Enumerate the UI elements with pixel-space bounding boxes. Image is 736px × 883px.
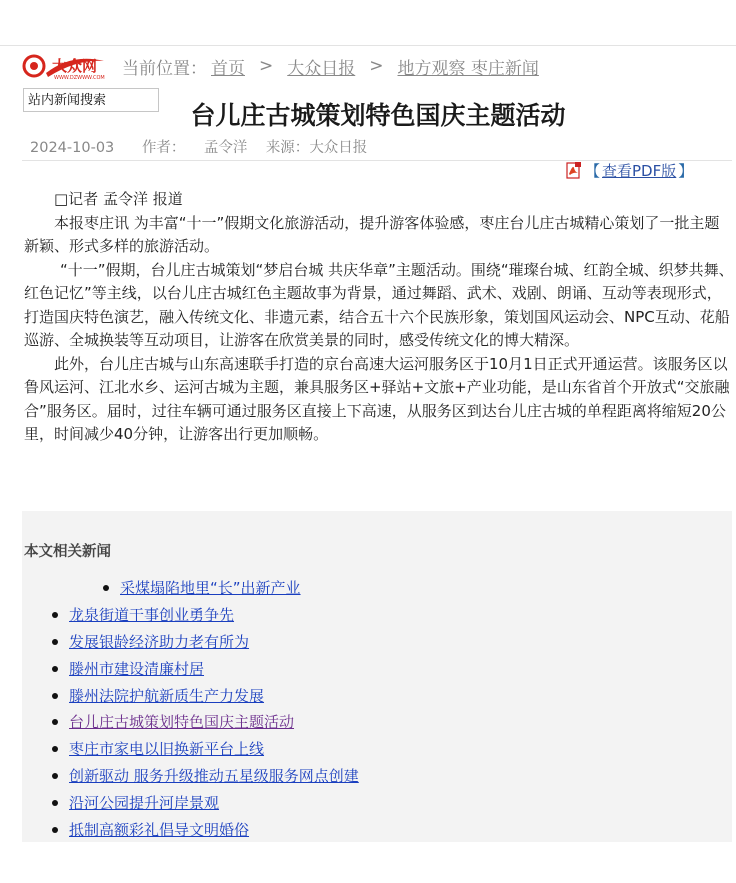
related-news-link[interactable]: 创新驱动 服务升级推动五星级服务网点创建 xyxy=(69,767,359,785)
related-news-link[interactable]: 滕州法院护航新质生产力发展 xyxy=(69,687,265,705)
list-item xyxy=(69,739,264,759)
related-news-link[interactable]: 发展银龄经济助力老有所为 xyxy=(69,633,250,651)
view-pdf-link[interactable]: 查看PDF版 xyxy=(602,162,677,180)
related-news-panel xyxy=(22,511,732,842)
pdf-icon[interactable] xyxy=(566,162,582,179)
article-author: 孟令洋 xyxy=(203,140,248,156)
pdf-bracket-open: 【 xyxy=(585,162,601,180)
related-news-link[interactable]: 龙泉街道干事创业勇争先 xyxy=(69,606,235,624)
site-news-search-input[interactable]: 站内新闻搜索 xyxy=(23,88,159,112)
list-item xyxy=(69,659,204,679)
article-body xyxy=(24,188,734,447)
list-item xyxy=(69,712,294,732)
list-item xyxy=(69,632,249,652)
list-item xyxy=(69,686,264,706)
list-item xyxy=(69,793,219,813)
pdf-bracket-close: 】 xyxy=(678,162,694,180)
source-label: 来源： xyxy=(265,140,310,156)
list-item xyxy=(69,605,234,625)
top-divider xyxy=(0,45,736,46)
breadcrumb-bar xyxy=(22,48,722,84)
related-news-link[interactable]: 采煤塌陷地里“长”出新产业 xyxy=(120,579,301,597)
breadcrumb-separator: > xyxy=(259,56,274,76)
related-news-link[interactable]: 沿河公园提升河岸景观 xyxy=(69,794,220,812)
breadcrumb-dazhong-daily[interactable]: 大众日报 xyxy=(287,58,356,79)
reporter-line: □记者 孟令洋 报道 xyxy=(54,190,183,208)
breadcrumb-separator: > xyxy=(369,56,384,76)
list-item xyxy=(69,766,359,786)
pdf-link-group xyxy=(566,160,693,181)
related-news-link[interactable]: 枣庄市家电以旧换新平台上线 xyxy=(69,740,265,758)
article-source: 大众日报 xyxy=(309,140,368,156)
related-news-link[interactable]: 抵制高额彩礼倡导文明婚俗 xyxy=(69,821,250,839)
article-paragraph: 本报枣庄讯 为丰富“十一”假期文化旅游活动，提升游客体验感，枣庄台儿庄古城精心策划了一批主题新颖、形式多样的旅游活动。 xyxy=(24,213,720,255)
svg-text:大众网: 大众网 xyxy=(52,57,98,75)
related-news-link[interactable]: 滕州市建设清廉村居 xyxy=(69,660,205,678)
breadcrumb-zaozhuang-news[interactable]: 地方观察 枣庄新闻 xyxy=(397,58,539,79)
article-date: 2024-10-03 xyxy=(30,140,115,156)
article-meta xyxy=(30,136,367,157)
article-paragraph: “十一”假期，台儿庄古城策划“梦启台城 共庆华章”主题活动。围绕“璀璨台城、红韵全城、织梦共舞、红色记忆”等主线，以台儿庄古城红色主题故事为背景，通过舞蹈、武术、戏剧、朗诵、互动等表现形式，打造国庆特色演艺，融入传统文化、非遗元素，结合五十六个民族形象，策划国风运动会、NPC互动、花船巡游、全城换装等互动项目，让游客在欣赏美景的同时，感受传统文化的博大精深。 xyxy=(24,260,734,349)
dazhong-logo-icon[interactable] xyxy=(22,51,108,81)
location-label: 当前位置： xyxy=(122,58,207,79)
list-item xyxy=(69,820,249,840)
list-item xyxy=(120,578,301,598)
related-news-heading: 本文相关新闻 xyxy=(24,544,111,560)
article-paragraph: 此外，台儿庄古城与山东高速联手打造的京台高速大运河服务区于10月1日正式开通运营。该服务区以鲁风运河、江北水乡、运河古城为主题，兼具服务区+驿站+文旅+产业功能，是山东省首个开放式“交旅融合”服务区。届时，过往车辆可通过服务区直接上下高速，从服务区到达台儿庄古城的单程距离将缩短20公里，时间减少40分钟，让游客出行更加顺畅。 xyxy=(24,354,730,443)
breadcrumb-home[interactable]: 首页 xyxy=(211,58,245,79)
svg-text:WWW.DZWWW.COM: WWW.DZWWW.COM xyxy=(54,75,105,81)
author-label: 作者： xyxy=(141,140,186,156)
article-title: 台儿庄古城策划特色国庆主题活动 xyxy=(190,101,566,130)
related-news-link-current[interactable]: 台儿庄古城策划特色国庆主题活动 xyxy=(69,713,295,731)
